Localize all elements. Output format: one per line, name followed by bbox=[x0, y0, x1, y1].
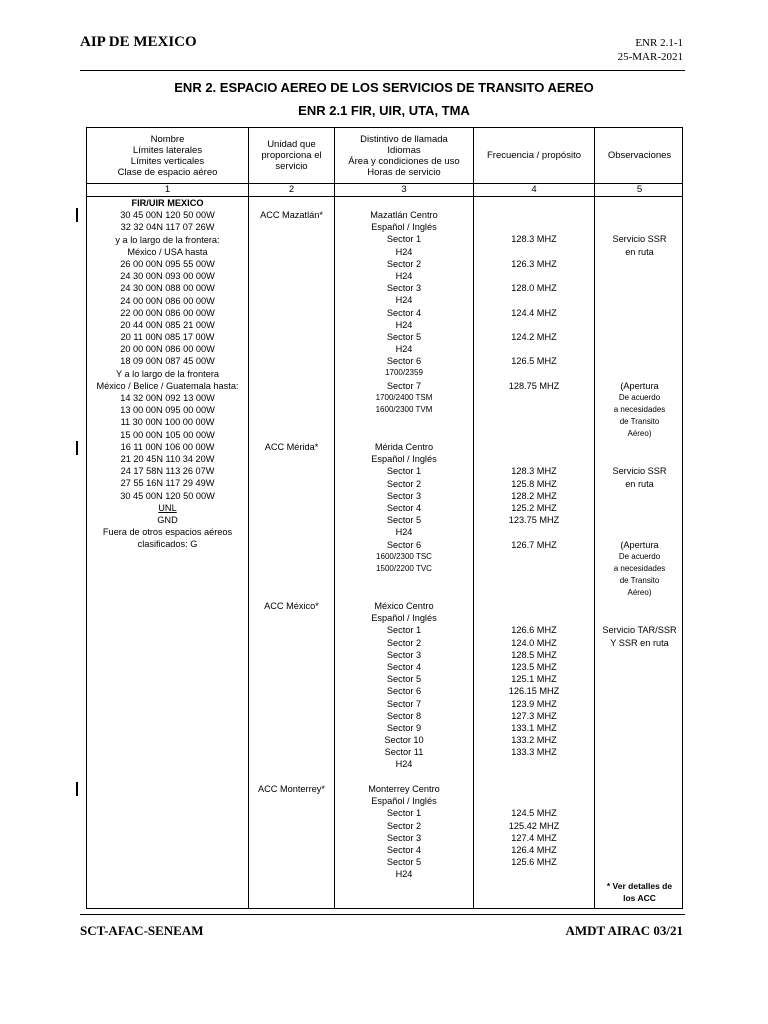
callsign-line: H24 bbox=[395, 527, 413, 538]
callsign-line: 1700/2359 bbox=[385, 368, 423, 378]
observation-line bbox=[595, 258, 684, 270]
page-date: 25-MAR-2021 bbox=[617, 51, 683, 63]
callsign-line: 1500/2200 TVC bbox=[376, 563, 432, 573]
change-bar bbox=[76, 441, 78, 455]
observation-line: De acuerdo bbox=[618, 551, 661, 561]
fir-limit-line: clasificados: G bbox=[137, 539, 198, 550]
footer-left: SCT-AFAC-SENEAM bbox=[80, 923, 204, 938]
callsign-line: Sector 8 bbox=[386, 710, 422, 721]
observation-line: Servicio SSR bbox=[612, 234, 667, 245]
service-unit-name: ACC Mérida* bbox=[264, 442, 319, 452]
frequency-line: 133.3 MHZ bbox=[511, 747, 557, 758]
fir-limit-line: 27 55 16N 117 29 49W bbox=[120, 478, 215, 489]
header-text: Límites verticales bbox=[130, 155, 205, 167]
service-unit bbox=[249, 600, 334, 612]
frequency-line: 123.75 MHZ bbox=[508, 515, 560, 526]
callsign-line: 1700/2400 TSM bbox=[375, 392, 433, 402]
footer-rule bbox=[80, 914, 685, 915]
footnote-line: * Ver detalles de bbox=[606, 881, 673, 891]
section-title: ENR 2. ESPACIO AEREO DE LOS SERVICIOS DE TRANSITO AEREO bbox=[174, 80, 594, 95]
fir-limit-line: 21 20 45N 110 34 20W bbox=[120, 453, 215, 464]
frequency-line: 123.9 MHZ bbox=[511, 698, 557, 709]
observation-line bbox=[595, 331, 684, 343]
frequency-line bbox=[474, 221, 594, 233]
observation-line bbox=[595, 490, 684, 502]
fir-limit-line: 14 32 00N 092 13 00W bbox=[120, 393, 215, 403]
callsign-line: Monterrey Centro bbox=[368, 784, 440, 794]
header-text: Idiomas bbox=[387, 144, 421, 156]
callsign-line: Sector 2 bbox=[386, 820, 422, 831]
observation-line bbox=[595, 367, 684, 379]
callsign-line: Sector 5 bbox=[386, 515, 422, 526]
callsign-line: H24 bbox=[395, 270, 413, 281]
header-text: Unidad que bbox=[267, 139, 316, 150]
callsign-line: 1600/2300 TVM bbox=[375, 405, 433, 414]
frequency-line: 126.5 MHZ bbox=[511, 356, 557, 367]
service-unit-name: ACC Mazatlán* bbox=[260, 210, 323, 220]
observation-line bbox=[595, 282, 684, 294]
footer-right: AMDT AIRAC 03/21 bbox=[565, 923, 683, 938]
callsign-line: Sector 5 bbox=[386, 857, 422, 868]
service-unit bbox=[249, 209, 334, 221]
service-unit bbox=[249, 441, 334, 453]
callsign-line-column bbox=[335, 783, 473, 881]
fir-limit-line: 15 00 00N 105 00 00W bbox=[120, 429, 215, 440]
callsign-line: Sector 3 bbox=[386, 832, 422, 843]
observation-line: Servicio SSR bbox=[612, 466, 667, 477]
callsign-line: Español / Inglés bbox=[371, 454, 437, 465]
observation-line-column bbox=[595, 209, 684, 441]
change-bar bbox=[76, 208, 78, 222]
callsign-line: México Centro bbox=[374, 601, 434, 611]
callsign-line: Sector 6 bbox=[386, 356, 422, 367]
callsign-line: Sector 5 bbox=[386, 674, 422, 685]
fir-limit-line: 20 00 00N 086 00 00W bbox=[120, 344, 215, 355]
fir-limit-line: 13 00 00N 095 00 00W bbox=[120, 405, 215, 416]
frequency-line: 126.6 MHZ bbox=[511, 625, 557, 636]
observation-line bbox=[595, 526, 684, 538]
callsign-line: Mérida Centro bbox=[374, 442, 434, 452]
fir-limit-line: y a lo largo de la frontera: bbox=[115, 234, 220, 245]
callsign-line: Sector 9 bbox=[386, 722, 422, 733]
frequency-line: 125.42 MHZ bbox=[508, 820, 560, 831]
observation-line: en ruta bbox=[625, 478, 654, 489]
fir-limits-column bbox=[87, 197, 248, 550]
observation-line: Aéreo) bbox=[627, 588, 652, 598]
callsign-line: Español / Inglés bbox=[371, 222, 437, 233]
frequency-line: 128.3 MHZ bbox=[511, 466, 557, 477]
col-number: 5 bbox=[636, 184, 643, 195]
service-unit bbox=[249, 783, 334, 795]
header-col-5 bbox=[595, 128, 684, 183]
frequency-line: 128.3 MHZ bbox=[511, 234, 557, 245]
callsign-line: Sector 1 bbox=[386, 466, 422, 477]
frequency-line bbox=[474, 600, 594, 612]
observation-line: De acuerdo bbox=[618, 392, 661, 402]
callsign-line: 1600/2300 TSC bbox=[376, 551, 432, 561]
observation-line-column bbox=[595, 441, 684, 599]
fir-limit-line: 24 17 58N 113 26 07W bbox=[120, 466, 215, 477]
callsign-line: Sector 1 bbox=[386, 808, 422, 819]
header-col-3 bbox=[335, 128, 473, 183]
callsign-line: Sector 3 bbox=[386, 283, 422, 294]
observation-line: Servicio TAR/SSR bbox=[602, 625, 677, 636]
frequency-line: 126.4 MHZ bbox=[511, 844, 557, 855]
frequency-line: 128.75 MHZ bbox=[508, 380, 560, 391]
frequency-line: 128.2 MHZ bbox=[511, 490, 557, 501]
observation-line bbox=[595, 270, 684, 282]
callsign-line: Sector 4 bbox=[386, 502, 422, 513]
observation-line: Aéreo) bbox=[627, 429, 652, 439]
header-rule bbox=[80, 70, 685, 71]
observation-line bbox=[595, 453, 684, 465]
observation-line-column bbox=[595, 600, 684, 649]
callsign-line: Sector 1 bbox=[386, 625, 422, 636]
frequency-line bbox=[474, 343, 594, 355]
fir-limit-line: 30 45 00N 120 50 00W bbox=[120, 490, 215, 501]
header-text: Clase de espacio aéreo bbox=[117, 166, 218, 178]
header-text: Observaciones bbox=[607, 150, 672, 161]
frequency-line bbox=[474, 526, 594, 538]
header-text: proporciona el bbox=[261, 150, 322, 161]
frequency-line bbox=[474, 795, 594, 807]
observation-line bbox=[595, 600, 684, 612]
col-number: 3 bbox=[401, 184, 407, 195]
frequency-line bbox=[474, 453, 594, 465]
callsign-line: H24 bbox=[395, 319, 413, 330]
callsign-line: Sector 6 bbox=[386, 686, 422, 697]
header-text: Distintivo de llamada bbox=[360, 133, 448, 145]
frequency-line bbox=[474, 367, 594, 379]
page-ref: ENR 2.1-1 bbox=[635, 37, 683, 49]
observation-line bbox=[595, 319, 684, 331]
fir-limit-line: 24 30 00N 088 00 00W bbox=[120, 283, 215, 294]
observation-line: de Transito bbox=[619, 417, 660, 427]
callsign-line-column bbox=[335, 600, 473, 771]
fir-limit-line: 24 30 00N 093 00 00W bbox=[120, 271, 215, 282]
fir-limit-line: 24 00 00N 086 00 00W bbox=[120, 295, 215, 306]
doc-header-title: AIP DE MEXICO bbox=[80, 34, 197, 50]
frequency-line-column bbox=[474, 209, 594, 416]
fir-limit-line: Fuera de otros espacios aéreos bbox=[102, 527, 233, 538]
frequency-line bbox=[474, 392, 594, 404]
section-subtitle: ENR 2.1 FIR, UIR, UTA, TMA bbox=[298, 103, 470, 118]
frequency-line-column bbox=[474, 441, 594, 575]
observation-line bbox=[595, 307, 684, 319]
callsign-line: Sector 3 bbox=[386, 490, 422, 501]
callsign-line: Sector 5 bbox=[386, 331, 422, 342]
callsign-line: Sector 4 bbox=[386, 661, 422, 672]
header-text: Horas de servicio bbox=[367, 166, 441, 178]
observation-line bbox=[595, 209, 684, 221]
callsign-line: Sector 4 bbox=[386, 307, 422, 318]
header-text: Frecuencia / propósito bbox=[487, 150, 581, 161]
fir-limit-line: 20 44 00N 085 21 00W bbox=[120, 319, 215, 330]
doc-header-ref bbox=[618, 36, 683, 64]
frequency-line bbox=[474, 246, 594, 258]
observation-line: a necesidades bbox=[613, 405, 666, 414]
observation-line: de Transito bbox=[619, 576, 660, 586]
header-text: Área y condiciones de uso bbox=[348, 155, 460, 167]
callsign-line: Sector 7 bbox=[386, 380, 422, 391]
observation-line: (Apertura bbox=[620, 380, 659, 391]
fir-limit-line: 26 00 00N 095 55 00W bbox=[120, 258, 215, 269]
header-text: Límites laterales bbox=[132, 144, 203, 156]
callsign-line: Mazatlán Centro bbox=[370, 210, 438, 220]
fir-limit-line: 32 32 04N 117 07 26W bbox=[120, 222, 215, 233]
frequency-line bbox=[474, 441, 594, 453]
callsign-line: Sector 2 bbox=[386, 478, 422, 489]
callsign-line: Sector 7 bbox=[386, 698, 422, 709]
frequency-line-column bbox=[474, 783, 594, 881]
frequency-line: 133.2 MHZ bbox=[511, 735, 557, 746]
frequency-line: 125.6 MHZ bbox=[511, 857, 557, 868]
frequency-line: 124.5 MHZ bbox=[511, 808, 557, 819]
frequency-line: 124.2 MHZ bbox=[511, 331, 557, 342]
col-number: 1 bbox=[164, 184, 171, 195]
frequency-line: 133.1 MHZ bbox=[511, 722, 557, 733]
observation-line: en ruta bbox=[625, 246, 654, 257]
frequency-line: 123.5 MHZ bbox=[511, 661, 557, 672]
callsign-line: Sector 1 bbox=[386, 234, 422, 245]
callsign-line: H24 bbox=[395, 344, 413, 355]
fir-limit-line: 20 11 00N 085 17 00W bbox=[120, 332, 215, 343]
frequency-line bbox=[474, 563, 594, 575]
callsign-line: Sector 2 bbox=[386, 258, 422, 269]
observation-line bbox=[595, 502, 684, 514]
callsign-line: Sector 4 bbox=[386, 844, 422, 855]
change-bar bbox=[76, 782, 78, 796]
fir-limit-line: México / USA hasta bbox=[127, 246, 208, 257]
observation-line bbox=[595, 343, 684, 355]
frequency-line: 124.0 MHZ bbox=[511, 637, 557, 648]
frequency-line bbox=[474, 868, 594, 880]
observation-line bbox=[595, 514, 684, 526]
frequency-line: 127.4 MHZ bbox=[511, 832, 557, 843]
callsign-line: H24 bbox=[395, 759, 413, 770]
fir-limit-line: Y a lo largo de la frontera bbox=[115, 368, 219, 379]
fir-limit-line: UNL bbox=[158, 502, 177, 513]
frequency-line bbox=[474, 294, 594, 306]
frequency-line: 125.2 MHZ bbox=[511, 502, 557, 513]
fir-limit-line: 16 11 00N 106 00 00W bbox=[120, 441, 215, 452]
fir-limit-line: 22 00 00N 086 00 00W bbox=[120, 307, 215, 318]
frequency-line: 126.7 MHZ bbox=[511, 539, 557, 550]
frequency-line bbox=[474, 209, 594, 221]
frequency-line: 127.3 MHZ bbox=[511, 710, 557, 721]
frequency-line bbox=[474, 319, 594, 331]
header-text: Nombre bbox=[150, 133, 185, 145]
observation-line: Y SSR en ruta bbox=[610, 637, 669, 648]
callsign-line: Español / Inglés bbox=[371, 796, 437, 807]
observation-line bbox=[595, 612, 684, 624]
callsign-line: H24 bbox=[395, 295, 413, 306]
callsign-line: Sector 10 bbox=[384, 735, 424, 746]
frequency-line: 126.3 MHZ bbox=[511, 258, 557, 269]
frequency-line bbox=[474, 551, 594, 563]
frequency-line bbox=[474, 404, 594, 416]
observation-line: a necesidades bbox=[613, 563, 666, 573]
frequency-line: 124.4 MHZ bbox=[511, 307, 557, 318]
frequency-line bbox=[474, 612, 594, 624]
header-text: servicio bbox=[275, 161, 308, 172]
header-col-2 bbox=[249, 128, 334, 183]
frequency-line bbox=[474, 783, 594, 795]
frequency-line-column bbox=[474, 600, 594, 771]
frequency-line: 128.5 MHZ bbox=[511, 649, 557, 660]
footnote bbox=[595, 880, 684, 904]
fir-limit-line: 11 30 00N 100 00 00W bbox=[120, 417, 215, 428]
col-number: 4 bbox=[531, 184, 537, 195]
observation-line bbox=[595, 294, 684, 306]
fir-limit-line: GND bbox=[157, 514, 178, 525]
callsign-line: Sector 11 bbox=[384, 747, 424, 758]
frequency-line: 125.8 MHZ bbox=[511, 478, 557, 489]
col-number: 2 bbox=[288, 184, 295, 195]
observation-line bbox=[595, 355, 684, 367]
footnote-line: los ACC bbox=[623, 893, 656, 903]
callsign-line-column bbox=[335, 209, 473, 416]
observation-line: (Apertura bbox=[620, 539, 659, 550]
frequency-line bbox=[474, 758, 594, 770]
frequency-line: 125.1 MHZ bbox=[511, 674, 557, 685]
airspace-table bbox=[86, 127, 683, 909]
fir-limit-line: México / Belice / Guatemala hasta: bbox=[96, 380, 239, 391]
callsign-line: Español / Inglés bbox=[371, 613, 437, 624]
callsign-line: H24 bbox=[395, 869, 413, 880]
service-unit-name: ACC México* bbox=[264, 601, 319, 611]
header-col-1 bbox=[87, 128, 248, 183]
callsign-line-column bbox=[335, 441, 473, 575]
frequency-line: 128.0 MHZ bbox=[511, 283, 557, 294]
service-unit-name: ACC Monterrey* bbox=[258, 784, 325, 794]
callsign-line: Sector 2 bbox=[386, 637, 422, 648]
observation-line bbox=[595, 441, 684, 453]
fir-title: FIR/UIR MEXICO bbox=[131, 198, 204, 208]
callsign-line: H24 bbox=[395, 246, 413, 257]
observation-line bbox=[595, 221, 684, 233]
frequency-line bbox=[474, 270, 594, 282]
header-col-4 bbox=[474, 128, 594, 183]
callsign-line: Sector 3 bbox=[386, 649, 422, 660]
fir-limit-line: 30 45 00N 120 50 00W bbox=[120, 210, 215, 221]
frequency-line: 126.15 MHZ bbox=[508, 686, 560, 697]
callsign-line: Sector 6 bbox=[386, 539, 422, 550]
fir-limit-line: 18 09 00N 087 45 00W bbox=[120, 356, 215, 367]
